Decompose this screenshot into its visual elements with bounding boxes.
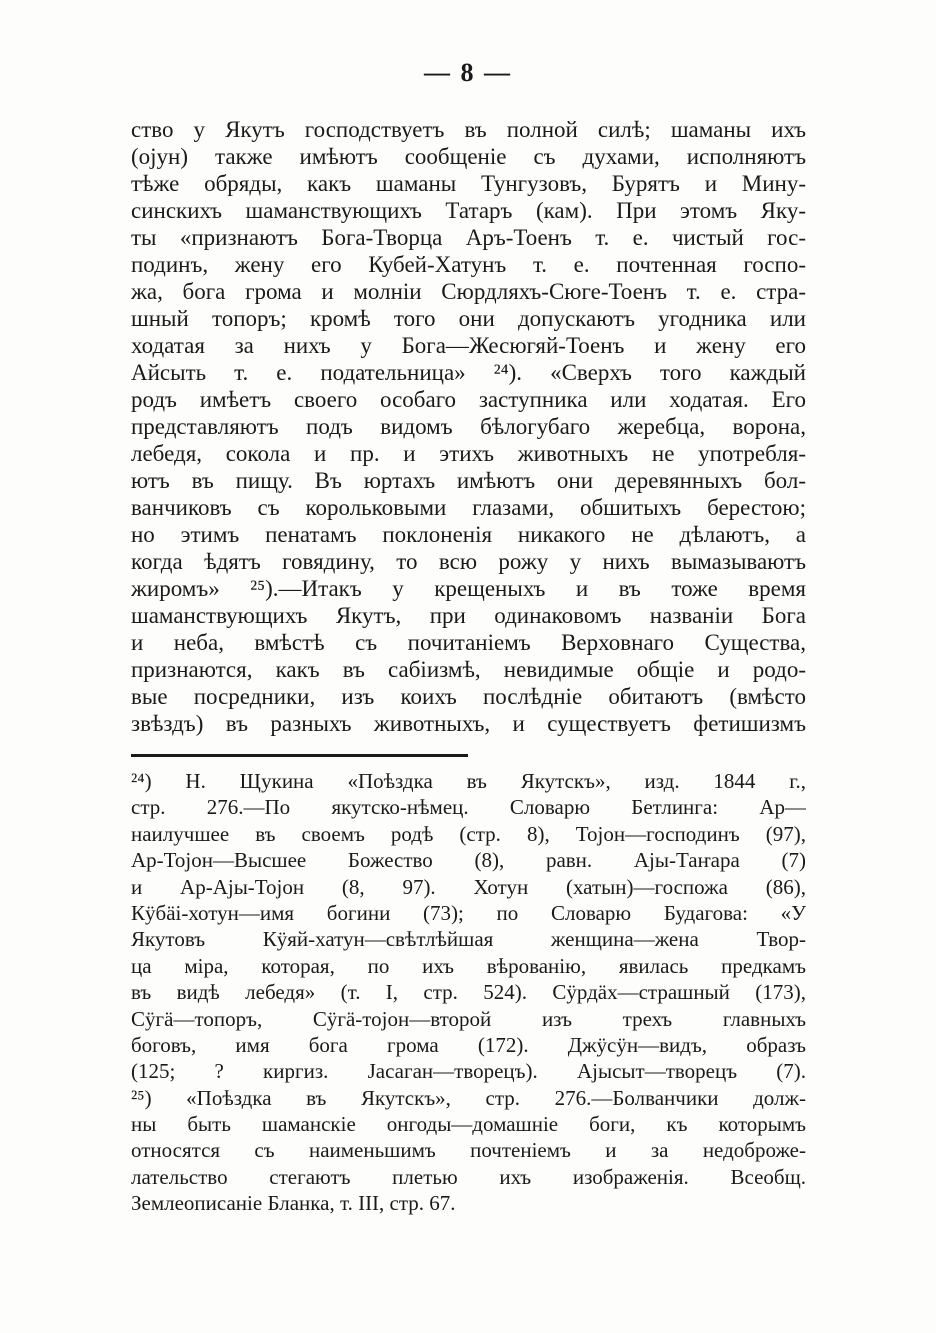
text-line: синскихъ шаманствующихъ Татаръ (кам). При этомъ Яку-: [131, 198, 806, 223]
footnote-line: и Ар-Аjы-Тојон (8, 97). Хотун (хатын)—госпожа (86),: [131, 874, 806, 899]
text-line: звѣздъ) въ разныхъ животныхъ, и существуетъ фетишизмъ: [131, 711, 806, 736]
footnote-line: въ видѣ лебедя» (т. I, стр. 524). Сӱрдäх—страшный (173),: [131, 980, 806, 1005]
text-line: жа, бога грома и молніи Сюрдляхъ-Сюге-Тоенъ т. е. стра-: [131, 279, 806, 304]
footnote-line: относятся съ наименьшимъ почтеніемъ и за недоброже-: [131, 1138, 806, 1163]
text-line: жиромъ» ²⁵).—Итакъ у крещеныхъ и въ тоже время: [131, 576, 806, 601]
footnote-line: (125; ? киргиз. Јасаган—творецъ). Аjысыт—творецъ (7).: [131, 1059, 806, 1084]
footnote-line: ца міра, которая, по ихъ вѣрованію, явилась предкамъ: [131, 953, 806, 978]
text-line: шаманствующихъ Якутъ, при одинаковомъ названіи Бога: [131, 603, 806, 628]
text-line: подинъ, жену его Кубей-Хатунъ т. е. почтенная госпо-: [131, 252, 806, 277]
main-text: [131, 116, 806, 737]
footnote-line: Землеописаніе Бланка, т. III, стр. 67.: [131, 1191, 456, 1216]
text-line: ходатая за нихъ у Бога—Жесюгяй-Тоенъ и жену его: [131, 333, 806, 358]
text-line: и неба, вмѣстѣ съ почитаніемъ Верховнаго Существа,: [131, 630, 806, 655]
text-line: но этимъ пенатамъ поклоненія никакого не дѣлаютъ, а: [131, 522, 806, 547]
text-line: ство у Якутъ господствуетъ въ полной силѣ; шаманы ихъ: [131, 117, 806, 142]
footnote-separator: [131, 754, 468, 757]
text-line: шный топоръ; кромѣ того они допускаютъ угодника или: [131, 306, 806, 331]
footnote-line: боговъ, имя бога грома (172). Джӱсӱн—видъ, образъ: [131, 1032, 806, 1057]
footnotes: [131, 768, 806, 1217]
footnote-line: наилучшее въ своемъ родѣ (стр. 8), Тојон—господинъ (97),: [131, 821, 806, 846]
text-line: признаются, какъ въ сабіизмѣ, невидимые общіе и родо-: [131, 657, 806, 682]
text-line: Айсыть т. е. подательница» ²⁴). «Сверхъ того каждый: [131, 360, 806, 385]
footnote-line: лательство стегаютъ плетью ихъ изображенія. Всеобщ.: [131, 1164, 806, 1189]
text-line: представляютъ подъ видомъ бѣлогубаго жеребца, ворона,: [131, 414, 806, 439]
text-line: (оjун) также имѣютъ сообщеніе съ духами, исполняютъ: [131, 144, 806, 169]
footnote-line: ны быть шаманскіе онгоды—домашніе боги, къ которымъ: [131, 1112, 806, 1137]
text-line: когда ѣдятъ говядину, то всю рожу у нихъ вымазываютъ: [131, 549, 806, 574]
text-line: родъ имѣетъ своего особаго заступника или ходатая. Его: [131, 387, 806, 412]
text-line: лебедя, сокола и пр. и этихъ животныхъ не употребля-: [131, 441, 806, 466]
page-number: — 8 —: [424, 58, 512, 87]
footnote-line: Ар-Тојон—Высшее Божество (8), равн. Аjы-Таҥара (7): [131, 848, 806, 873]
footnote-line: ²⁴) Н. Щукина «Поѣздка въ Якутскъ», изд. 1844 г.,: [131, 769, 806, 793]
text-line: ютъ въ пищу. Въ юртахъ имѣютъ они деревянныхъ бол-: [131, 468, 806, 493]
text-line: вые посредники, изъ коихъ послѣдніе обитаютъ (вмѣсто: [131, 684, 806, 709]
text-line: тѣже обряды, какъ шаманы Тунгузовъ, Бурятъ и Мину-: [131, 171, 806, 196]
footnote-line: Сӱгä—топоръ, Сӱгä-тојон—второй изъ трехъ главныхъ: [131, 1006, 806, 1031]
text-line: ванчиковъ съ корольковыми глазами, обшитыхъ берестою;: [131, 495, 806, 520]
footnote-line: стр. 276.—По якутско-нѣмец. Словарю Бетлинга: Ар—: [131, 795, 806, 820]
text-line: ты «признаютъ Бога-Творца Аръ-Тоенъ т. е. чистый гос-: [131, 225, 806, 250]
footnote-line: Якутовъ Кӱяй-хатун—свѣтлѣйшая женщина—жена Твор-: [131, 927, 806, 952]
footnote-line: Кӱбäі-хотун—имя богини (73); по Словарю Будагова: «У: [131, 900, 806, 925]
footnote-line: ²⁵) «Поѣздка въ Якутскъ», стр. 276.—Болванчики долж-: [131, 1085, 806, 1110]
